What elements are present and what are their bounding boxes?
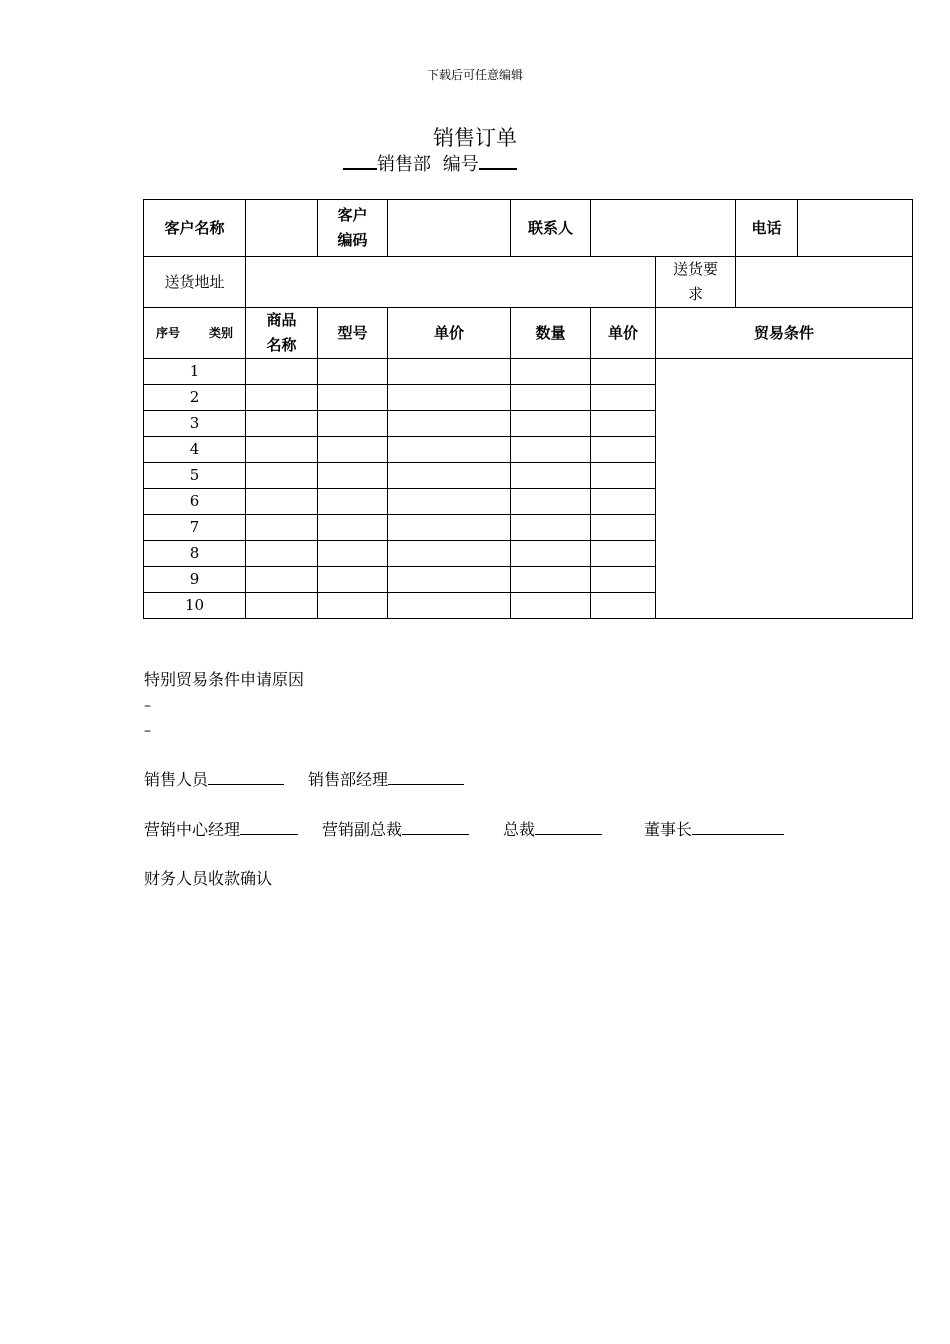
marketing-manager-blank[interactable] <box>240 818 298 835</box>
customer-name-label: 客户名称 <box>144 200 246 257</box>
phone-label: 电话 <box>736 200 798 257</box>
dash-line: – <box>144 698 151 714</box>
cell[interactable] <box>511 463 591 489</box>
cell[interactable] <box>388 593 511 619</box>
seq-header: 序号 <box>156 325 181 340</box>
cell[interactable] <box>591 593 656 619</box>
quantity-header: 数量 <box>511 308 591 359</box>
trade-terms-header: 贸易条件 <box>656 308 913 359</box>
cell[interactable] <box>318 411 388 437</box>
president-blank[interactable] <box>535 818 602 835</box>
cell[interactable] <box>591 515 656 541</box>
cell[interactable] <box>246 515 318 541</box>
number-label: 编号 <box>442 154 479 175</box>
cell[interactable] <box>511 515 591 541</box>
cell[interactable] <box>511 489 591 515</box>
cell[interactable] <box>591 359 656 385</box>
dash-line: – <box>144 723 151 739</box>
cell[interactable] <box>388 489 511 515</box>
cell[interactable] <box>388 411 511 437</box>
row-number: 3 <box>144 411 246 437</box>
chairman-blank[interactable] <box>692 818 784 835</box>
cell[interactable] <box>388 437 511 463</box>
cell[interactable] <box>318 463 388 489</box>
sales-manager-label: 销售部经理 <box>308 770 389 789</box>
customer-row <box>144 200 913 257</box>
cell[interactable] <box>511 593 591 619</box>
cell[interactable] <box>591 411 656 437</box>
special-reason-label: 特别贸易条件申请原因 <box>144 670 305 689</box>
row-number: 10 <box>144 593 246 619</box>
cell[interactable] <box>318 437 388 463</box>
trade-terms-cell[interactable] <box>656 359 913 619</box>
cell[interactable] <box>591 541 656 567</box>
cell[interactable] <box>511 437 591 463</box>
contact-cell[interactable] <box>591 200 736 257</box>
cell[interactable] <box>318 385 388 411</box>
cell[interactable] <box>246 541 318 567</box>
cell[interactable] <box>246 567 318 593</box>
row-number: 8 <box>144 541 246 567</box>
row-number: 5 <box>144 463 246 489</box>
cell[interactable] <box>511 385 591 411</box>
cell[interactable] <box>591 489 656 515</box>
row-number: 6 <box>144 489 246 515</box>
chairman-label: 董事长 <box>644 820 693 839</box>
cell[interactable] <box>388 515 511 541</box>
row-number: 4 <box>144 437 246 463</box>
marketing-manager-label: 营销中心经理 <box>144 820 241 839</box>
cell[interactable] <box>388 541 511 567</box>
cell[interactable] <box>246 489 318 515</box>
signature-row-1 <box>144 767 488 790</box>
vp-blank[interactable] <box>402 818 469 835</box>
document-title: 销售订单 <box>433 126 517 150</box>
cell[interactable] <box>511 541 591 567</box>
product-name-header: 商品名称 <box>246 308 318 359</box>
model-header: 型号 <box>318 308 388 359</box>
row-number: 7 <box>144 515 246 541</box>
cell[interactable] <box>388 463 511 489</box>
address-row <box>144 257 913 308</box>
cell[interactable] <box>246 411 318 437</box>
cell[interactable] <box>511 359 591 385</box>
cell[interactable] <box>318 359 388 385</box>
cell[interactable] <box>591 385 656 411</box>
subtitle <box>343 150 517 176</box>
cell[interactable] <box>318 515 388 541</box>
contact-label: 联系人 <box>511 200 591 257</box>
number-blank[interactable] <box>479 150 517 170</box>
vp-label: 营销副总裁 <box>322 820 403 839</box>
seq-category-header <box>144 308 246 359</box>
cell[interactable] <box>511 411 591 437</box>
signature-row-2 <box>144 817 808 840</box>
cell[interactable] <box>591 567 656 593</box>
row-number: 2 <box>144 385 246 411</box>
unit-price2-header: 单价 <box>591 308 656 359</box>
delivery-req-label: 送货要求 <box>656 257 736 308</box>
customer-name-cell[interactable] <box>246 200 318 257</box>
table-row <box>144 359 913 385</box>
header-note: 下载后可任意编辑 <box>426 68 523 82</box>
cell[interactable] <box>388 359 511 385</box>
cell[interactable] <box>246 359 318 385</box>
address-label: 送货地址 <box>144 257 246 308</box>
cell[interactable] <box>318 567 388 593</box>
customer-code-label: 客户编码 <box>318 200 388 257</box>
category-header: 类别 <box>208 325 233 340</box>
cell[interactable] <box>246 385 318 411</box>
president-label: 总裁 <box>503 820 536 839</box>
row-number: 9 <box>144 567 246 593</box>
cell[interactable] <box>591 437 656 463</box>
cell[interactable] <box>246 593 318 619</box>
sales-person-label: 销售人员 <box>144 770 209 789</box>
address-cell[interactable] <box>246 257 656 308</box>
cell[interactable] <box>388 385 511 411</box>
cell[interactable] <box>246 437 318 463</box>
phone-cell[interactable] <box>798 200 913 257</box>
cell[interactable] <box>318 489 388 515</box>
cell[interactable] <box>388 567 511 593</box>
sales-manager-blank[interactable] <box>388 768 464 785</box>
unit-price-header: 单价 <box>388 308 511 359</box>
delivery-req-cell[interactable] <box>736 257 913 308</box>
dept-label: 销售部 <box>377 154 431 175</box>
cell[interactable] <box>318 593 388 619</box>
sales-person-blank[interactable] <box>208 768 284 785</box>
customer-code-cell[interactable] <box>388 200 511 257</box>
cell[interactable] <box>591 463 656 489</box>
cell[interactable] <box>511 567 591 593</box>
order-table <box>143 199 913 619</box>
cell[interactable] <box>246 463 318 489</box>
items-header-row <box>144 308 913 359</box>
finance-confirm-label: 财务人员收款确认 <box>144 869 273 888</box>
dept-blank[interactable] <box>343 150 377 170</box>
row-number: 1 <box>144 359 246 385</box>
cell[interactable] <box>318 541 388 567</box>
